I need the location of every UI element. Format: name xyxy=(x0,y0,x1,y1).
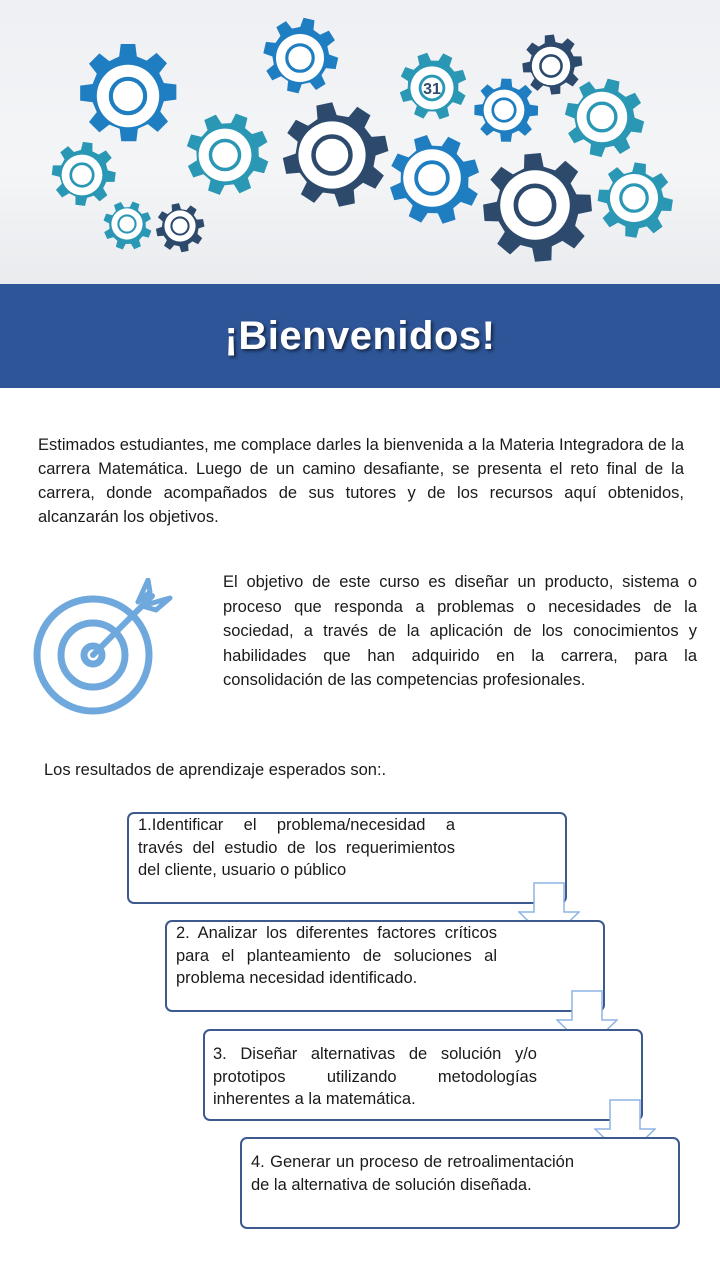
search-icon xyxy=(96,194,160,258)
credit-card-icon xyxy=(375,120,495,240)
step-4-text: 4. Generar un proceso de retroalimentación de la alternativa de solución diseñada. xyxy=(251,1153,574,1194)
step-4-box xyxy=(240,1137,680,1229)
objective-paragraph: El objetivo de este curso es diseñar un producto, sistema o proceso que responda a problemas o necesidades de la sociedad, a través de la aplicación de los conocimientos y habilidades que han adquirido en la carrera, para la consolidación de las competencias profesionales. xyxy=(223,573,697,690)
step-2-box xyxy=(165,920,605,1012)
welcome-banner xyxy=(0,284,720,388)
target-icon xyxy=(80,44,176,141)
briefcase-icon xyxy=(474,78,539,142)
step-1-box xyxy=(127,812,567,904)
store-icon xyxy=(173,100,282,209)
step-3-box xyxy=(203,1029,643,1121)
gears-illustration xyxy=(0,0,720,284)
puzzle-icon xyxy=(152,199,208,256)
step-3-text: 3. Diseñar alternativas de solución y/o prototipos utilizando metodologías inherentes a la matemática. xyxy=(213,1045,537,1108)
welcome-title: ¡Bienvenidos! xyxy=(224,313,496,358)
hero-illustration xyxy=(0,0,720,284)
step-1-text: 1.Identificar el problema/necesidad a través del estudio de los requerimientos del cliente, usuario o público xyxy=(138,816,455,879)
lightbulb-icon xyxy=(274,93,398,216)
presentation-icon xyxy=(256,11,345,101)
money-icon xyxy=(583,148,687,252)
step-2-text: 2. Analizar los diferentes factores críticos para el planteamiento de soluciones al problema necesidad identificado. xyxy=(176,924,497,987)
calendar-day: 31 xyxy=(423,81,441,98)
results-title: Los resultados de aprendizaje esperados son:. xyxy=(44,761,387,779)
target-icon xyxy=(30,578,180,723)
intro-paragraph: Estimados estudiantes, me complace darles la bienvenida a la Materia Integradora de la carrera Matemática. Luego de un camino desafiante, se presenta el reto final de la carrera, donde acompañados de sus tutores y de los recursos aquí obtenidos, alcanzarán los objetivos. xyxy=(38,436,684,526)
